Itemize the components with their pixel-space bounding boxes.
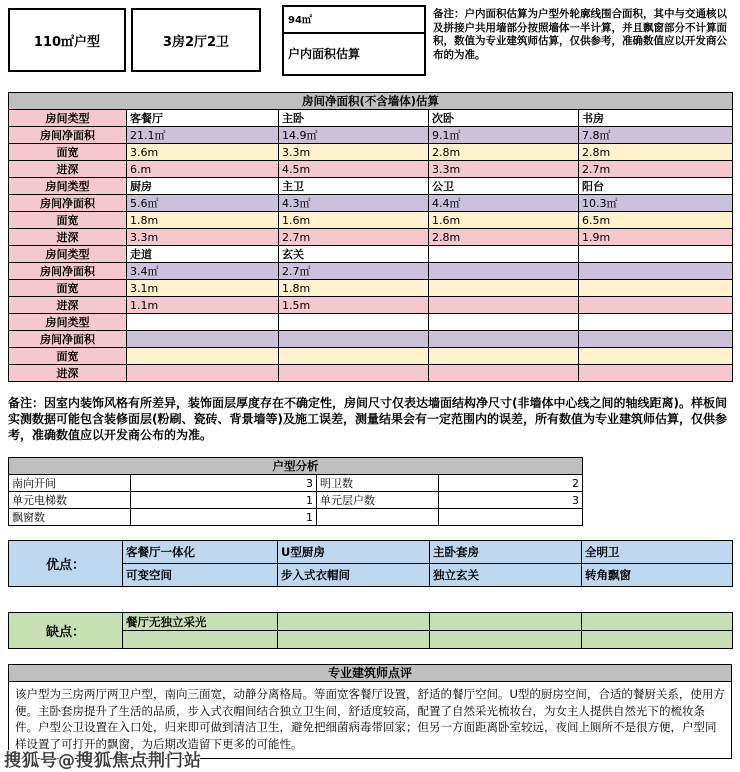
pros-label: 优点： — [9, 541, 123, 587]
unit-size-text: 110㎡户型 — [33, 34, 101, 50]
watermark: 搜狐号@搜狐焦点荆门站 — [4, 751, 202, 771]
room-type-cell: 玄关 — [279, 246, 429, 263]
row-label-width: 面宽 — [9, 280, 127, 297]
analysis-label: 明卫数 — [317, 475, 439, 492]
cons-item — [123, 631, 278, 649]
room-type-cell: 主卧 — [279, 110, 429, 127]
unit-size-box — [8, 8, 126, 72]
area-table-title: 房间净面积(不含墙体)估算 — [9, 93, 733, 110]
room-width-cell: 6.5m — [579, 212, 733, 229]
pros-item: 客餐厅一体化 — [123, 541, 278, 564]
row-label-depth: 进深 — [9, 161, 127, 178]
room-depth-cell — [579, 297, 733, 314]
architect-review-title: 专业建筑师点评 — [8, 664, 732, 682]
cons-item — [582, 613, 733, 631]
cons-item — [278, 631, 430, 649]
room-area-cell — [579, 263, 733, 280]
architect-review-section — [8, 664, 732, 759]
analysis-label: 飘窗数 — [9, 509, 131, 526]
room-width-cell: 1.6m — [279, 212, 429, 229]
analysis-label: 单元层户数 — [317, 492, 439, 509]
room-width-cell: 1.8m — [127, 212, 279, 229]
row-label-type: 房间类型 — [9, 178, 127, 195]
row-label-type: 房间类型 — [9, 246, 127, 263]
room-type-cell: 书房 — [579, 110, 733, 127]
room-width-cell: 2.8m — [429, 144, 579, 161]
room-area-cell — [579, 331, 733, 348]
room-area-cell — [279, 331, 429, 348]
header-section — [0, 0, 740, 76]
row-label-depth: 进深 — [9, 365, 127, 382]
room-area-cell: 4.3㎡ — [279, 195, 429, 212]
cons-table — [8, 612, 733, 649]
cons-item — [582, 631, 733, 649]
area-label: 户内面积估算 — [288, 47, 361, 61]
room-type-cell: 厨房 — [127, 178, 279, 195]
room-area-cell: 21.1㎡ — [127, 127, 279, 144]
analysis-value: 1 — [131, 492, 317, 509]
room-area-cell: 4.4㎡ — [429, 195, 579, 212]
area-estimate-box — [282, 5, 426, 76]
row-label-type: 房间类型 — [9, 110, 127, 127]
pros-item: U型厨房 — [278, 541, 430, 564]
room-area-cell: 3.4㎡ — [127, 263, 279, 280]
room-type-cell: 次卧 — [429, 110, 579, 127]
room-width-cell: 1.6m — [429, 212, 579, 229]
row-label-width: 面宽 — [9, 348, 127, 365]
pros-item: 主卧套房 — [430, 541, 582, 564]
room-depth-cell: 1.9m — [579, 229, 733, 246]
analysis-value: 3 — [439, 492, 583, 509]
room-type-cell: 走道 — [127, 246, 279, 263]
cons-item — [430, 613, 582, 631]
area-value: 94㎡ — [284, 7, 424, 34]
room-area-cell — [429, 331, 579, 348]
room-width-cell — [429, 280, 579, 297]
room-type-cell — [127, 314, 279, 331]
row-label-area: 房间净面积 — [9, 331, 127, 348]
pros-item: 独立玄关 — [430, 564, 582, 587]
layout-text: 3房2厅2卫 — [162, 34, 230, 50]
room-type-cell — [279, 314, 429, 331]
room-width-cell — [279, 348, 429, 365]
room-depth-cell: 3.3m — [429, 161, 579, 178]
room-depth-cell: 1.1m — [127, 297, 279, 314]
room-area-cell: 14.9㎡ — [279, 127, 429, 144]
row-label-depth: 进深 — [9, 229, 127, 246]
architect-review-text: 该户型为三房两厅两卫户型，南向三面宽，动静分离格局。等面宽客餐厅设置，舒适的餐厅空间。U型的厨房空间，合适的餐厨关系，使用方便。主卧套房提升了生活的品质，步入式衣帽间结合独立卫生间，舒适度较高，配置了自然采光梳妆台，为女主人提供自然光下的梳妆条件。户型公卫设置在入口处，归来即可做到清洁卫生，避免把细菌病毒带回家；但另一方面距离卧室较远，夜间上厕所不是很方便，户型同样设置了可打开的飘窗，为后期改造留下更多的可能性。 — [8, 682, 732, 759]
header-note: 备注：户内面积估算为户型外轮廓线围合面积，其中与交通核以及拼接户共用墙部分按照墙体一半计算，并且飘窗部分不计算面积，数值为专业建筑师估算，仅供参考，准确数值应以开发商公布的为准。 — [433, 8, 727, 61]
room-type-cell — [429, 314, 579, 331]
room-depth-cell: 2.8m — [429, 229, 579, 246]
room-depth-cell: 4.5m — [279, 161, 429, 178]
layout-analysis-table — [8, 457, 583, 526]
room-width-cell — [429, 348, 579, 365]
room-type-cell — [579, 246, 733, 263]
room-area-cell: 10.3㎡ — [579, 195, 733, 212]
cons-label: 缺点： — [9, 613, 123, 649]
room-area-cell — [429, 263, 579, 280]
pros-table — [8, 540, 733, 587]
row-label-type: 房间类型 — [9, 314, 127, 331]
room-width-cell: 3.3m — [279, 144, 429, 161]
pros-item: 全明卫 — [582, 541, 733, 564]
room-type-cell — [579, 314, 733, 331]
analysis-label: 南向开间 — [9, 475, 131, 492]
room-depth-cell: 3.3m — [127, 229, 279, 246]
row-label-area: 房间净面积 — [9, 195, 127, 212]
room-depth-cell: 1.5m — [279, 297, 429, 314]
room-width-cell: 3.1m — [127, 280, 279, 297]
analysis-title: 户型分析 — [9, 458, 583, 475]
room-width-cell — [127, 348, 279, 365]
room-depth-cell — [279, 365, 429, 382]
analysis-value: 2 — [439, 475, 583, 492]
pros-item: 可变空间 — [123, 564, 278, 587]
row-label-width: 面宽 — [9, 212, 127, 229]
room-type-cell: 客餐厅 — [127, 110, 279, 127]
room-area-cell: 9.1㎡ — [429, 127, 579, 144]
row-label-depth: 进深 — [9, 297, 127, 314]
layout-box — [131, 8, 261, 72]
room-depth-cell — [127, 365, 279, 382]
cons-item: 餐厅无独立采光 — [123, 613, 278, 631]
room-area-cell: 2.7㎡ — [279, 263, 429, 280]
room-width-cell — [579, 348, 733, 365]
room-width-cell: 1.8m — [279, 280, 429, 297]
room-area-cell: 7.8㎡ — [579, 127, 733, 144]
room-area-cell: 5.6㎡ — [127, 195, 279, 212]
room-depth-cell: 2.7m — [279, 229, 429, 246]
room-type-cell: 公卫 — [429, 178, 579, 195]
analysis-value: 3 — [131, 475, 317, 492]
room-type-cell: 阳台 — [579, 178, 733, 195]
analysis-value: 1 — [131, 509, 317, 526]
room-area-cell — [127, 331, 279, 348]
room-type-cell — [429, 246, 579, 263]
analysis-value — [439, 509, 583, 526]
pros-item: 步入式衣帽间 — [278, 564, 430, 587]
room-width-cell: 2.8m — [579, 144, 733, 161]
room-depth-cell — [429, 297, 579, 314]
row-label-area: 房间净面积 — [9, 263, 127, 280]
analysis-label: 单元电梯数 — [9, 492, 131, 509]
room-depth-cell: 2.7m — [579, 161, 733, 178]
cons-item — [430, 631, 582, 649]
cons-item — [278, 613, 430, 631]
room-type-cell: 主卫 — [279, 178, 429, 195]
room-depth-cell: 6.m — [127, 161, 279, 178]
room-depth-cell — [429, 365, 579, 382]
room-width-cell: 3.6m — [127, 144, 279, 161]
row-label-area: 房间净面积 — [9, 127, 127, 144]
analysis-label — [317, 509, 439, 526]
room-depth-cell — [579, 365, 733, 382]
room-area-table — [8, 92, 733, 382]
area-table-note: 备注：因室内装饰风格有所差异，装饰面层厚度存在不确定性，房间尺寸仅表达墙面结构净尺寸(非墙体中心线之间的轴线距离)。样板间实测数据可能包含装修面层(粉刷、瓷砖、背景墙等)及施工误差，测量结果会有一定范围内的误差，所有数值为专业建筑师估算，仅供参考，准确数值应以开发商公布的为准。 — [8, 396, 727, 442]
room-width-cell — [579, 280, 733, 297]
pros-item: 转角飘窗 — [582, 564, 733, 587]
row-label-width: 面宽 — [9, 144, 127, 161]
